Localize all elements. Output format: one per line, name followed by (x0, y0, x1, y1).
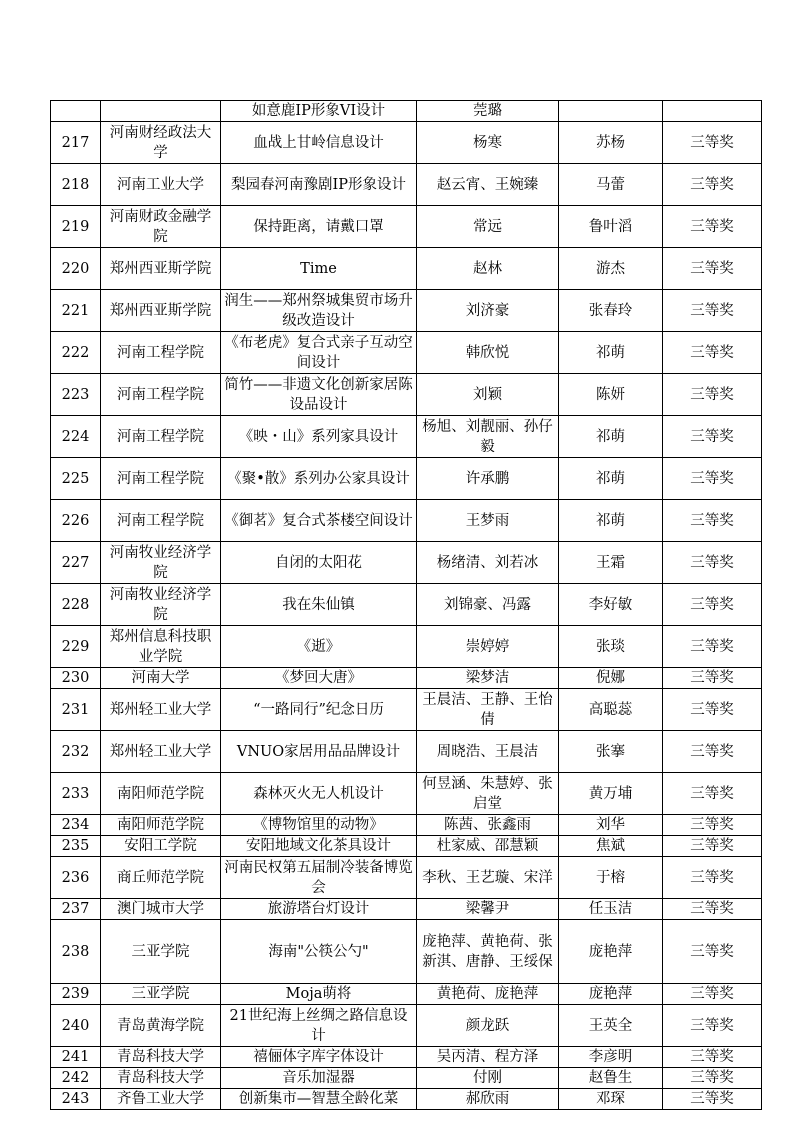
award-level (663, 101, 762, 122)
award-level: 三等奖 (663, 899, 762, 920)
table-row (51, 1068, 762, 1089)
authors: 崇婷婷 (417, 626, 559, 668)
table-row (51, 984, 762, 1005)
advisor: 庞艳萍 (559, 984, 663, 1005)
school-name: 郑州轻工业大学 (101, 731, 221, 773)
row-number: 218 (51, 164, 101, 206)
authors: 杜家威、邵慧颖 (417, 836, 559, 857)
work-title: 创新集市—智慧全龄化菜 (221, 1089, 417, 1110)
row-number: 236 (51, 857, 101, 899)
authors: 梁梦洁 (417, 668, 559, 689)
school-name: 河南财经政法大学 (101, 122, 221, 164)
work-title: 森林灭火无人机设计 (221, 773, 417, 815)
advisor: 李彦明 (559, 1047, 663, 1068)
school-name: 河南财政金融学院 (101, 206, 221, 248)
school-name: 南阳师范学院 (101, 815, 221, 836)
authors: 庞艳萍、黄艳荷、张新淇、唐静、王绥保 (417, 920, 559, 984)
school-name (101, 101, 221, 122)
advisor: 倪娜 (559, 668, 663, 689)
advisor: 焦斌 (559, 836, 663, 857)
awards-table (50, 100, 762, 1110)
table-row (51, 332, 762, 374)
work-title: 如意鹿IP形象VI设计 (221, 101, 417, 122)
school-name: 河南牧业经济学院 (101, 542, 221, 584)
authors: 刘济豪 (417, 290, 559, 332)
table-row (51, 458, 762, 500)
authors: 莞璐 (417, 101, 559, 122)
authors: 吴丙清、程方泽 (417, 1047, 559, 1068)
table-row (51, 374, 762, 416)
school-name: 郑州西亚斯学院 (101, 248, 221, 290)
award-level: 三等奖 (663, 1047, 762, 1068)
row-number: 220 (51, 248, 101, 290)
table-row (51, 920, 762, 984)
work-title: 河南民权第五届制冷装备博览会 (221, 857, 417, 899)
row-number: 232 (51, 731, 101, 773)
work-title: 《逝》 (221, 626, 417, 668)
award-level: 三等奖 (663, 122, 762, 164)
authors: 许承鹏 (417, 458, 559, 500)
authors: 陈茜、张鑫雨 (417, 815, 559, 836)
row-number: 221 (51, 290, 101, 332)
school-name: 河南工程学院 (101, 458, 221, 500)
table-row (51, 542, 762, 584)
authors: 周晓浩、王晨洁 (417, 731, 559, 773)
award-level: 三等奖 (663, 1068, 762, 1089)
award-level: 三等奖 (663, 773, 762, 815)
award-level: 三等奖 (663, 206, 762, 248)
row-number: 242 (51, 1068, 101, 1089)
school-name: 河南工程学院 (101, 374, 221, 416)
award-level: 三等奖 (663, 815, 762, 836)
row-number: 217 (51, 122, 101, 164)
row-number: 227 (51, 542, 101, 584)
authors: 赵林 (417, 248, 559, 290)
row-number: 237 (51, 899, 101, 920)
work-title: 《聚•散》系列办公家具设计 (221, 458, 417, 500)
row-number: 223 (51, 374, 101, 416)
school-name: 三亚学院 (101, 984, 221, 1005)
award-level: 三等奖 (663, 500, 762, 542)
advisor: 高聪蕊 (559, 689, 663, 731)
table-row (51, 500, 762, 542)
school-name: 澳门城市大学 (101, 899, 221, 920)
authors: 韩欣悦 (417, 332, 559, 374)
school-name: 商丘师范学院 (101, 857, 221, 899)
work-title: 简竹——非遗文化创新家居陈设品设计 (221, 374, 417, 416)
authors: 赵云宵、王婉臻 (417, 164, 559, 206)
awards-table-body (51, 101, 762, 1110)
row-number: 243 (51, 1089, 101, 1110)
school-name: 郑州西亚斯学院 (101, 290, 221, 332)
work-title: 《梦回大唐》 (221, 668, 417, 689)
award-level: 三等奖 (663, 731, 762, 773)
table-row (51, 668, 762, 689)
table-row (51, 1005, 762, 1047)
table-row (51, 206, 762, 248)
advisor: 邓琛 (559, 1089, 663, 1110)
row-number: 239 (51, 984, 101, 1005)
school-name: 河南工程学院 (101, 332, 221, 374)
authors: 常远 (417, 206, 559, 248)
table-row (51, 290, 762, 332)
advisor: 庞艳萍 (559, 920, 663, 984)
award-level: 三等奖 (663, 920, 762, 984)
advisor (559, 101, 663, 122)
authors: 刘颖 (417, 374, 559, 416)
row-number: 224 (51, 416, 101, 458)
row-number: 238 (51, 920, 101, 984)
table-row (51, 1047, 762, 1068)
table-row (51, 584, 762, 626)
row-number: 219 (51, 206, 101, 248)
row-number (51, 101, 101, 122)
award-level: 三等奖 (663, 164, 762, 206)
row-number: 222 (51, 332, 101, 374)
table-row (51, 857, 762, 899)
row-number: 234 (51, 815, 101, 836)
work-title: 禧俪体字库字体设计 (221, 1047, 417, 1068)
row-number: 226 (51, 500, 101, 542)
award-level: 三等奖 (663, 668, 762, 689)
row-number: 225 (51, 458, 101, 500)
table-row (51, 899, 762, 920)
work-title: 《布老虎》复合式亲子互动空间设计 (221, 332, 417, 374)
table-row (51, 1089, 762, 1110)
work-title: 音乐加湿器 (221, 1068, 417, 1089)
table-row (51, 773, 762, 815)
work-title: 21世纪海上丝绸之路信息设计 (221, 1005, 417, 1047)
work-title: 润生——郑州祭城集贸市场升级改造设计 (221, 290, 417, 332)
advisor: 王英全 (559, 1005, 663, 1047)
advisor: 陈妍 (559, 374, 663, 416)
work-title: 我在朱仙镇 (221, 584, 417, 626)
award-level: 三等奖 (663, 836, 762, 857)
authors: 杨绪清、刘若冰 (417, 542, 559, 584)
row-number: 229 (51, 626, 101, 668)
advisor: 祁萌 (559, 416, 663, 458)
row-number: 230 (51, 668, 101, 689)
school-name: 郑州轻工业大学 (101, 689, 221, 731)
work-title: 旅游塔台灯设计 (221, 899, 417, 920)
table-row (51, 101, 762, 122)
work-title: 保持距离，请戴口罩 (221, 206, 417, 248)
table-row (51, 164, 762, 206)
school-name: 青岛黄海学院 (101, 1005, 221, 1047)
work-title: 自闭的太阳花 (221, 542, 417, 584)
authors: 郝欣雨 (417, 1089, 559, 1110)
award-level: 三等奖 (663, 626, 762, 668)
award-level: 三等奖 (663, 542, 762, 584)
table-row (51, 731, 762, 773)
work-title: Time (221, 248, 417, 290)
advisor: 鲁叶滔 (559, 206, 663, 248)
award-level: 三等奖 (663, 374, 762, 416)
table-row (51, 815, 762, 836)
advisor: 刘华 (559, 815, 663, 836)
row-number: 233 (51, 773, 101, 815)
row-number: 231 (51, 689, 101, 731)
school-name: 齐鲁工业大学 (101, 1089, 221, 1110)
award-level: 三等奖 (663, 248, 762, 290)
work-title: “一路同行”纪念日历 (221, 689, 417, 731)
award-level: 三等奖 (663, 857, 762, 899)
row-number: 235 (51, 836, 101, 857)
award-level: 三等奖 (663, 458, 762, 500)
work-title: Moja萌将 (221, 984, 417, 1005)
school-name: 河南工程学院 (101, 416, 221, 458)
work-title: VNUO家居用品品牌设计 (221, 731, 417, 773)
school-name: 安阳工学院 (101, 836, 221, 857)
advisor: 祁萌 (559, 500, 663, 542)
school-name: 青岛科技大学 (101, 1068, 221, 1089)
advisor: 张搴 (559, 731, 663, 773)
row-number: 240 (51, 1005, 101, 1047)
table-row (51, 122, 762, 164)
advisor: 黄万埔 (559, 773, 663, 815)
table-row (51, 626, 762, 668)
authors: 刘锦豪、冯露 (417, 584, 559, 626)
advisor: 张琰 (559, 626, 663, 668)
advisor: 任玉洁 (559, 899, 663, 920)
table-row (51, 689, 762, 731)
row-number: 241 (51, 1047, 101, 1068)
work-title: 《博物馆里的动物》 (221, 815, 417, 836)
row-number: 228 (51, 584, 101, 626)
award-level: 三等奖 (663, 290, 762, 332)
school-name: 南阳师范学院 (101, 773, 221, 815)
advisor: 马蕾 (559, 164, 663, 206)
table-row (51, 836, 762, 857)
authors: 黄艳荷、庞艳萍 (417, 984, 559, 1005)
work-title: 血战上甘岭信息设计 (221, 122, 417, 164)
advisor: 赵鲁生 (559, 1068, 663, 1089)
advisor: 祁萌 (559, 458, 663, 500)
school-name: 河南牧业经济学院 (101, 584, 221, 626)
advisor: 苏杨 (559, 122, 663, 164)
award-level: 三等奖 (663, 1089, 762, 1110)
advisor: 游杰 (559, 248, 663, 290)
advisor: 李好敏 (559, 584, 663, 626)
authors: 梁馨尹 (417, 899, 559, 920)
authors: 王晨洁、王静、王怡倩 (417, 689, 559, 731)
award-level: 三等奖 (663, 689, 762, 731)
advisor: 于榕 (559, 857, 663, 899)
school-name: 三亚学院 (101, 920, 221, 984)
school-name: 郑州信息科技职业学院 (101, 626, 221, 668)
school-name: 青岛科技大学 (101, 1047, 221, 1068)
award-level: 三等奖 (663, 416, 762, 458)
work-title: 梨园春河南豫剧IP形象设计 (221, 164, 417, 206)
authors: 李秋、王艺璇、宋洋 (417, 857, 559, 899)
award-level: 三等奖 (663, 1005, 762, 1047)
authors: 杨寒 (417, 122, 559, 164)
advisor: 张春玲 (559, 290, 663, 332)
authors: 王梦雨 (417, 500, 559, 542)
authors: 颜龙跃 (417, 1005, 559, 1047)
work-title: 《映・山》系列家具设计 (221, 416, 417, 458)
award-level: 三等奖 (663, 984, 762, 1005)
award-level: 三等奖 (663, 332, 762, 374)
school-name: 河南工程学院 (101, 500, 221, 542)
authors: 杨旭、刘靓丽、孙仔毅 (417, 416, 559, 458)
school-name: 河南工业大学 (101, 164, 221, 206)
work-title: 海南"公筷公勺" (221, 920, 417, 984)
authors: 何昱涵、朱慧婷、张启堂 (417, 773, 559, 815)
work-title: 安阳地域文化茶具设计 (221, 836, 417, 857)
table-row (51, 416, 762, 458)
advisor: 祁萌 (559, 332, 663, 374)
award-level: 三等奖 (663, 584, 762, 626)
advisor: 王霜 (559, 542, 663, 584)
table-row (51, 248, 762, 290)
school-name: 河南大学 (101, 668, 221, 689)
work-title: 《御茗》复合式茶楼空间设计 (221, 500, 417, 542)
authors: 付刚 (417, 1068, 559, 1089)
